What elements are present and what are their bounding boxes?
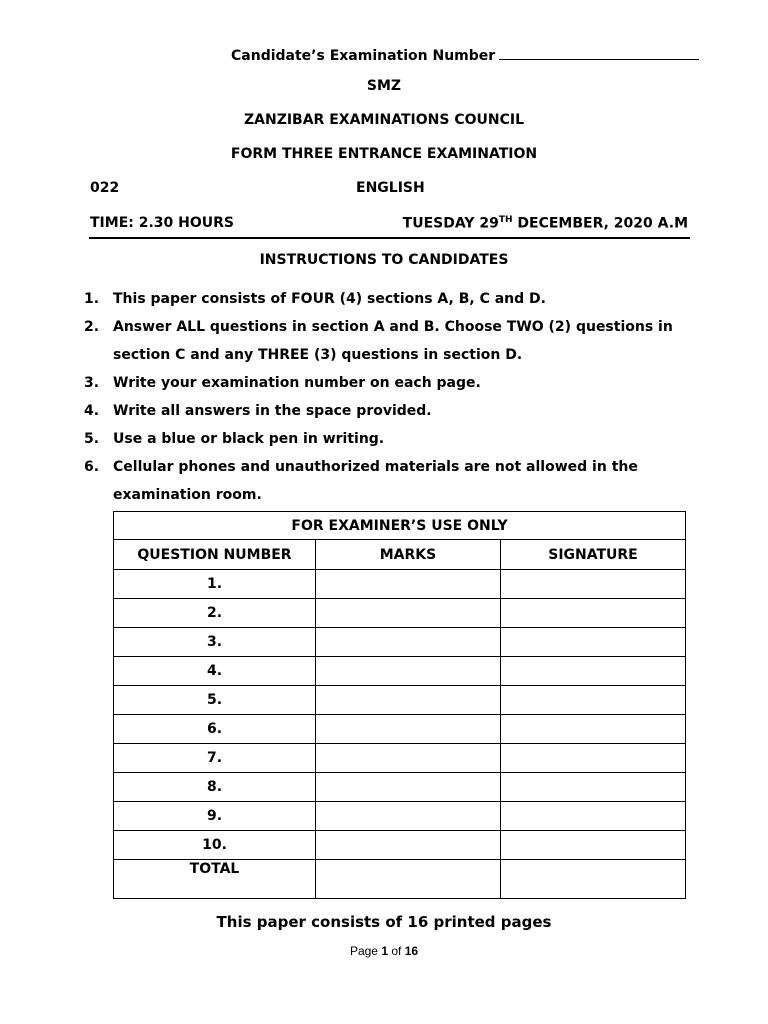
instruction-number: 4. <box>84 403 100 419</box>
exam-date-suffix: DECEMBER, 2020 A.M <box>512 215 688 232</box>
instruction-text: Write all answers in the space provided. <box>113 403 432 419</box>
signature-cell <box>501 686 686 715</box>
exam-time: TIME: 2.30 HOURS <box>90 215 234 231</box>
council-name: ZANZIBAR EXAMINATIONS COUNCIL <box>243 112 525 128</box>
page-current: 1 <box>381 944 388 958</box>
instructions-title: INSTRUCTIONS TO CANDIDATES <box>259 252 509 268</box>
signature-cell <box>501 657 686 686</box>
marks-cell <box>316 802 501 831</box>
exam-name: FORM THREE ENTRANCE EXAMINATION <box>230 146 538 162</box>
signature-cell <box>501 599 686 628</box>
signature-cell <box>501 570 686 599</box>
marks-cell <box>316 599 501 628</box>
total-row <box>114 860 686 899</box>
instruction-text: Answer ALL questions in section A and B. Choose TWO (2) questions in section C and any THREE (3) questions in section D. <box>113 319 673 363</box>
question-number-cell: 2. <box>114 599 316 628</box>
instruction-number: 1. <box>84 291 100 307</box>
question-number-cell: 5. <box>114 686 316 715</box>
question-number-cell: 7. <box>114 744 316 773</box>
candidate-number-label <box>231 47 699 64</box>
signature-cell <box>501 628 686 657</box>
instruction-number: 6. <box>84 459 100 475</box>
header-divider <box>89 237 690 239</box>
signature-cell <box>501 831 686 860</box>
marks-cell <box>316 570 501 599</box>
exam-date-sup: TH <box>498 215 513 225</box>
instruction-item <box>84 453 704 509</box>
page-number <box>0 944 768 958</box>
column-header-marks: MARKS <box>316 540 501 570</box>
instruction-item <box>84 285 704 313</box>
question-number-cell: 8. <box>114 773 316 802</box>
signature-cell <box>501 802 686 831</box>
total-signature-cell <box>501 860 686 899</box>
marks-cell <box>316 773 501 802</box>
exam-date-prefix: TUESDAY 29 <box>402 215 499 232</box>
table-row <box>114 715 686 744</box>
question-number-cell: 6. <box>114 715 316 744</box>
table-row <box>114 686 686 715</box>
examiner-table-title: FOR EXAMINER’S USE ONLY <box>114 512 686 540</box>
subject-name: ENGLISH <box>356 180 425 196</box>
column-header-question: QUESTION NUMBER <box>114 540 316 570</box>
signature-cell <box>501 715 686 744</box>
table-row <box>114 599 686 628</box>
question-number-cell: 9. <box>114 802 316 831</box>
marks-cell <box>316 628 501 657</box>
signature-cell <box>501 773 686 802</box>
table-row <box>114 802 686 831</box>
instruction-text: This paper consists of FOUR (4) sections A, B, C and D. <box>113 291 546 307</box>
instruction-text: Use a blue or black pen in writing. <box>113 431 385 447</box>
instructions-list <box>84 285 704 509</box>
candidate-number-text: Candidate’s Examination Number <box>231 48 496 64</box>
page-total: 16 <box>404 944 419 958</box>
pages-note: This paper consists of 16 printed pages <box>216 913 552 931</box>
table-row <box>114 570 686 599</box>
marks-cell <box>316 744 501 773</box>
abbreviation: SMZ <box>366 78 402 94</box>
instruction-item <box>84 369 704 397</box>
instruction-text: Cellular phones and unauthorized materials are not allowed in the examination room. <box>113 459 638 503</box>
page-word: Page <box>349 944 382 958</box>
column-header-signature: SIGNATURE <box>501 540 686 570</box>
question-number-cell: 4. <box>114 657 316 686</box>
question-number-cell: 10. <box>114 831 316 860</box>
examiner-table-header <box>114 540 686 570</box>
instruction-number: 2. <box>84 319 100 335</box>
table-row <box>114 657 686 686</box>
candidate-number-blank <box>499 47 699 60</box>
question-number-cell: 3. <box>114 628 316 657</box>
question-number-cell: 1. <box>114 570 316 599</box>
paper-code: 022 <box>90 180 120 196</box>
page-of: of <box>388 944 405 958</box>
instruction-number: 5. <box>84 431 100 447</box>
instruction-item <box>84 313 704 369</box>
table-row <box>114 831 686 860</box>
instruction-item <box>84 397 704 425</box>
marks-cell <box>316 657 501 686</box>
total-marks-cell <box>316 860 501 899</box>
instruction-text: Write your examination number on each page. <box>113 375 481 391</box>
marks-cell <box>316 831 501 860</box>
table-row <box>114 628 686 657</box>
total-label-cell: TOTAL <box>114 860 316 899</box>
marks-cell <box>316 686 501 715</box>
instruction-number: 3. <box>84 375 100 391</box>
marks-cell <box>316 715 501 744</box>
table-row <box>114 744 686 773</box>
signature-cell <box>501 744 686 773</box>
instruction-item <box>84 425 704 453</box>
table-row <box>114 773 686 802</box>
exam-date <box>403 215 688 232</box>
examiner-table <box>113 511 686 899</box>
